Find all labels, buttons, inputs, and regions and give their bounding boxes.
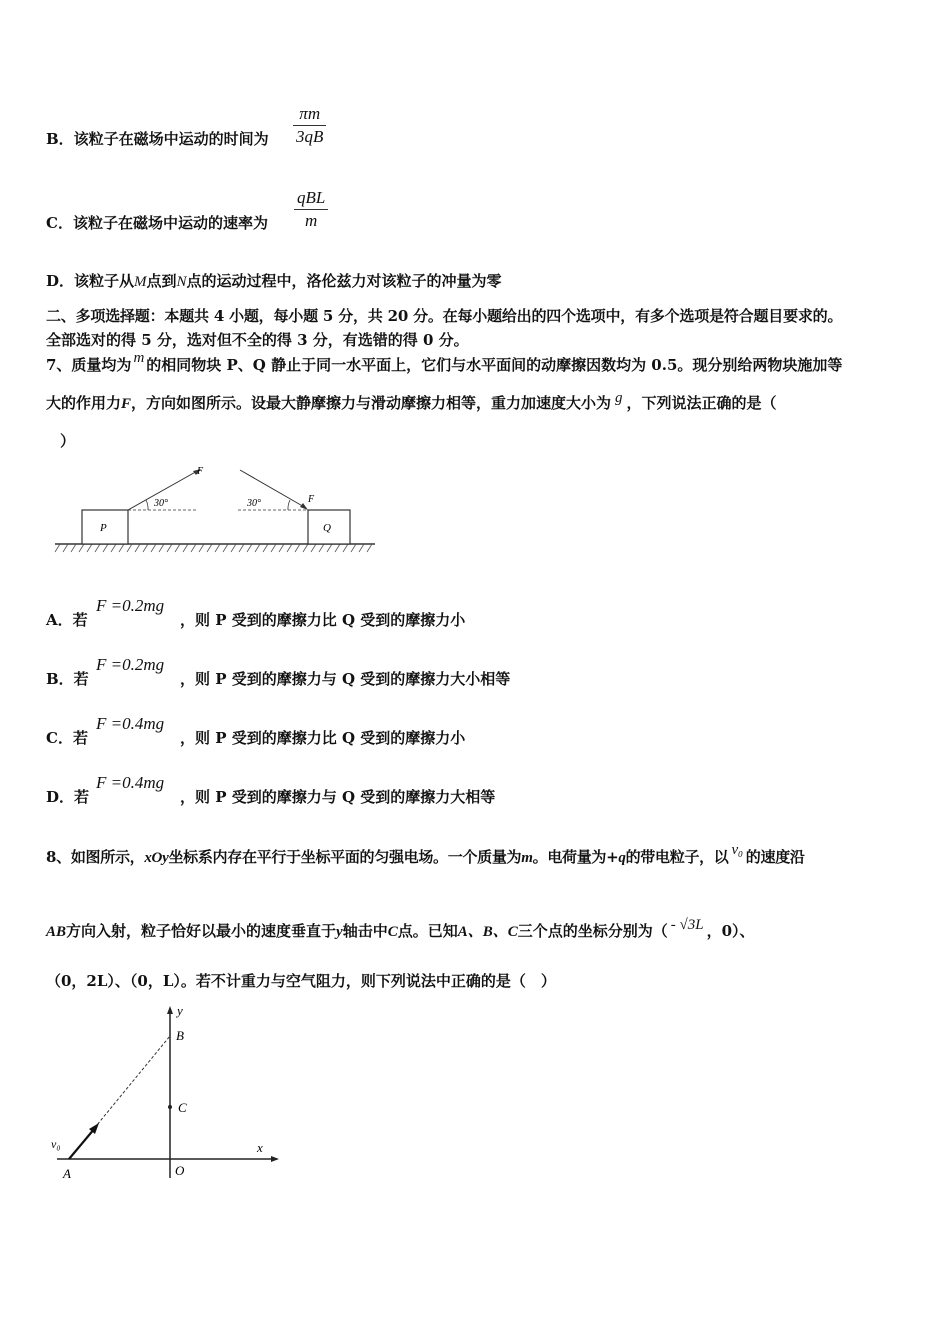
label-f2: F xyxy=(308,494,315,505)
q7-option-c-text: ，则 P 受到的摩擦力比 Q 受到的摩擦力小 xyxy=(180,729,466,747)
q7-figure xyxy=(50,460,380,560)
option-d-prefix: D．该粒子从 xyxy=(46,272,135,290)
symbol-ab: AB xyxy=(46,924,67,940)
q7-option-d xyxy=(46,786,89,807)
q8-figure xyxy=(45,1000,295,1190)
q7-text: 7、质量均为 xyxy=(46,356,132,374)
label-p: P xyxy=(100,522,107,534)
q7-option-b xyxy=(46,668,89,689)
label-q: Q xyxy=(323,522,331,534)
option-c-label: C．该粒子在磁场中运动的速率为 xyxy=(46,214,268,232)
label-o: O xyxy=(175,1163,185,1178)
label-y: y xyxy=(177,1003,183,1018)
label-f1: F xyxy=(197,466,204,477)
q7-option-d-text: ，则 P 受到的摩擦力与 Q 受到的摩擦力大相等 xyxy=(180,788,496,806)
option-prefix: C．若 xyxy=(46,729,88,747)
q7-option-b-text: ，则 P 受到的摩擦力与 Q 受到的摩擦力大小相等 xyxy=(180,670,511,688)
section-heading-line1: 二、多项选择题：本题共 4 小题，每小题 5 分，共 20 分。在每小题给出的四个选项中，有多个选项是符合题目要求的。 xyxy=(46,307,843,325)
angle-label-1: 30° xyxy=(154,498,168,509)
q7-text: 大的作用力 xyxy=(46,394,122,412)
label-b: B xyxy=(176,1028,184,1043)
symbol-v0: v₀ xyxy=(731,842,743,858)
label-a: A xyxy=(63,1166,71,1181)
velocity-arrow xyxy=(69,1128,95,1159)
formula-b: F =0.2mg xyxy=(96,655,165,674)
symbol-f: F xyxy=(121,396,132,412)
option-b-prev xyxy=(46,128,269,149)
option-c-fraction xyxy=(294,188,328,231)
q8-line2 xyxy=(46,917,755,941)
q7-text: ，方向如图所示。设最大静摩擦力与滑动摩擦力相等，重力加速度大小为 xyxy=(131,394,612,412)
q8-text: 三个点的坐标分别为（ xyxy=(517,922,668,940)
q7-option-c xyxy=(46,727,88,748)
coord-a: - √3L xyxy=(670,917,704,933)
symbol-n: N xyxy=(176,274,187,290)
symbol-abc: A、B、C xyxy=(457,924,518,940)
fraction-denominator: 3qB xyxy=(296,127,324,146)
q7-text: ，下列说法正确的是（ xyxy=(626,394,777,412)
fraction-numerator: πm xyxy=(299,104,321,123)
option-d-mid: 点到 xyxy=(146,272,177,290)
label-c: C xyxy=(178,1100,187,1115)
option-prefix: D．若 xyxy=(46,788,90,806)
q8-text: 的速度沿 xyxy=(745,848,805,866)
symbol-xoy: xOy xyxy=(144,850,169,866)
option-c-prev xyxy=(46,212,268,233)
q8-text: 方向入射，粒子恰好以最小的速度垂直于 xyxy=(66,922,337,940)
formula-a: F =0.2mg xyxy=(96,596,165,615)
q7-line3: ） xyxy=(60,432,76,450)
q8-text: 的带电粒子，以 xyxy=(625,848,729,866)
symbol-m: m xyxy=(521,850,533,866)
q7-line1 xyxy=(46,350,843,375)
label-v0: v₀ xyxy=(51,1137,61,1151)
fraction-denominator: m xyxy=(305,211,318,230)
symbol-q: q xyxy=(618,850,626,866)
q7-option-a xyxy=(46,609,88,630)
q7-option-a-text: ，则 P 受到的摩擦力比 Q 受到的摩擦力小 xyxy=(180,611,466,629)
fraction-numerator: qBL xyxy=(297,188,326,207)
q8-text: ，0）、 xyxy=(706,922,755,940)
q7-text: 的相同物块 P、Q 静止于同一水平面上，它们与水平面间的动摩擦因数均为 0.5。现分别给两物块施加等 xyxy=(146,356,843,374)
symbol-c: C xyxy=(387,924,398,940)
symbol-y: y xyxy=(336,924,343,940)
label-x: x xyxy=(257,1140,263,1155)
option-prefix: B．若 xyxy=(46,670,89,688)
q8-text: 点。已知 xyxy=(397,922,458,940)
symbol-m: M xyxy=(134,274,147,290)
option-d-suffix: 点的运动过程中，洛伦兹力对该粒子的冲量为零 xyxy=(186,272,502,290)
q7-line2 xyxy=(46,392,777,413)
angle-label-2: 30° xyxy=(247,498,261,509)
q8-text: 坐标系内存在平行于坐标平面的匀强电场。一个质量为 xyxy=(168,848,522,866)
q8-text: 轴击中 xyxy=(342,922,388,940)
section-heading-line2: 全部选对的得 5 分，选对但不全的得 3 分，有选错的得 0 分。 xyxy=(46,331,469,349)
option-b-fraction xyxy=(293,104,326,147)
point-c xyxy=(168,1105,172,1109)
formula-c: F =0.4mg xyxy=(96,714,165,733)
symbol-g: g xyxy=(615,390,623,406)
option-d-prev xyxy=(46,270,502,291)
q8-line3: （0，2L）、（0，L）。若不计重力与空气阻力，则下列说法中正确的是（ ） xyxy=(46,972,556,990)
q8-line1 xyxy=(46,842,805,867)
formula-d: F =0.4mg xyxy=(96,773,165,792)
q8-text: 。电荷量为+ xyxy=(532,848,619,866)
symbol-m: m xyxy=(133,350,145,366)
option-b-label: B．该粒子在磁场中运动的时间为 xyxy=(46,130,269,148)
option-prefix: A．若 xyxy=(46,611,88,629)
q8-text: 8、如图所示， xyxy=(46,848,145,866)
